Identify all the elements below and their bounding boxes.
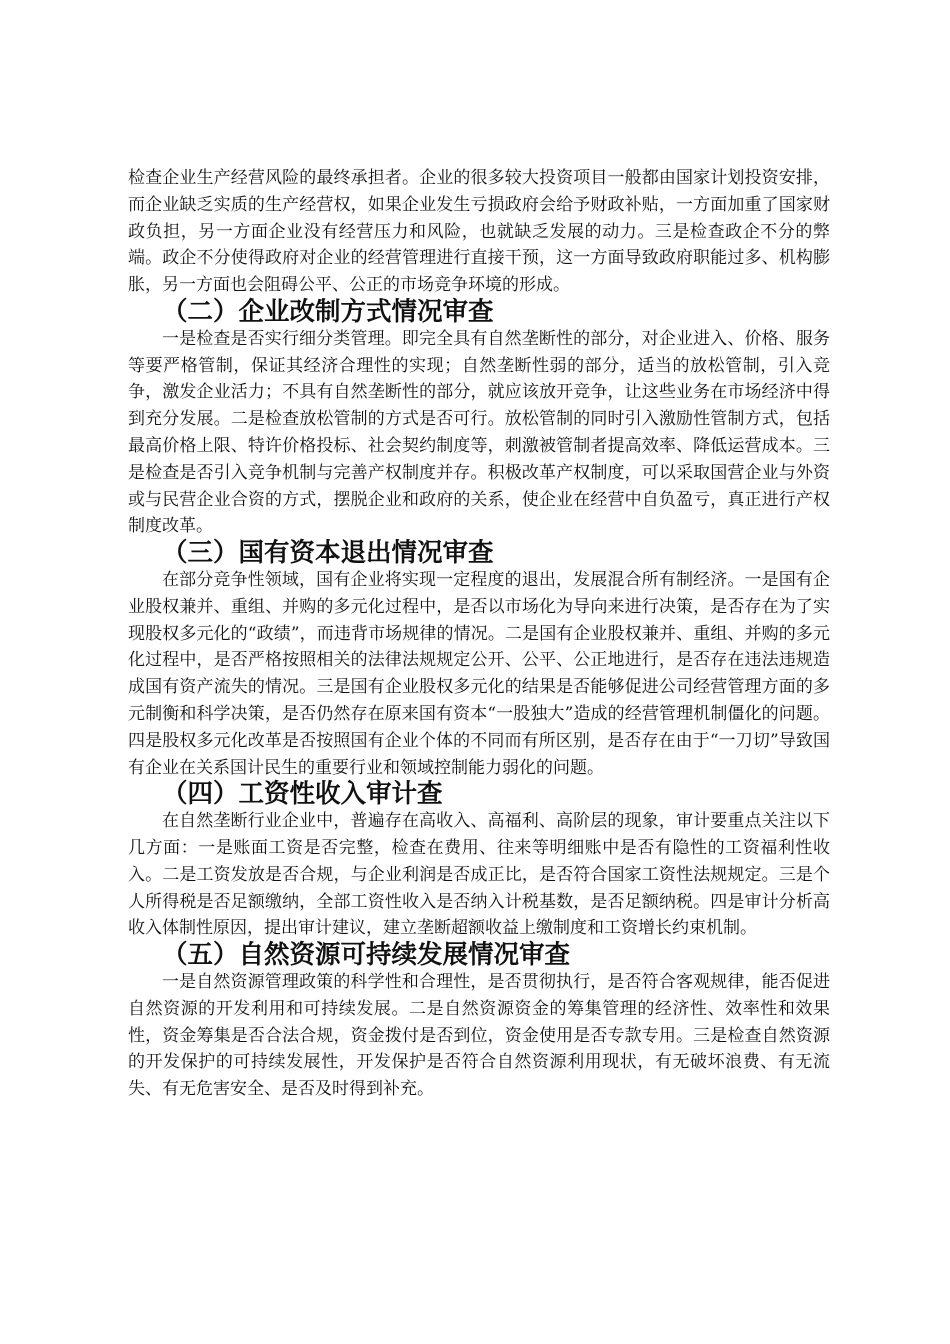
section-body-3: 在部分竞争性领域，国有企业将实现一定程度的退出，发展混合所有制经济。一是国有企业股权兼并、重组、并购的多元化过程中，是否以市场化为导向来进行决策，是否存在为了实现股权多元化的“政绩”，而违背市场规律的情况。二是国有企业股权兼并、重组、并购的多元化过程中，是否严格按照相关的法律法规规定公开、公平、公正地进行，是否存在违法违规造成国有资产流失的情况。三是国有企业股权多元化的结果是否能够促进公司经营管理方面的多元制衡和科学决策，是否仍然存在原来国有资本“一股独大”造成的经营管理机制僵化的问题。四是股权多元化改革是否按照国有企业个体的不同而有所区别，是否存在由于“一刀切”导致国有企业在关系国计民生的重要行业和领域控制能力弱化的问题。 (128, 569, 830, 778)
section-heading-2: （二）企业改制方式情况审查 (162, 296, 494, 327)
section-heading-4: （四）工资性收入审计查 (162, 779, 443, 810)
section-heading-5: （五）自然资源可持续发展情况审查 (162, 940, 571, 971)
intro-paragraph: 检查企业生产经营风险的最终承担者。企业的很多较大投资项目一般都由国家计划投资安排，而企业缺乏实质的生产经营权，如果企业发生亏损政府会给予财政补贴，一方面加重了国家财政负担，另一方面企业没有经营压力和风险，也就缺乏发展的动力。三是检查政企不分的弊端。政企不分使得政府对企业的经营管理进行直接干预，这一方面导致政府职能过多、机构膨胀，另一方面也会阻碍公平、公正的市场竞争环境的形成。 (128, 168, 830, 296)
section-body-2: 一是检查是否实行细分类管理。即完全具有自然垄断性的部分，对企业进入、价格、服务等要严格管制，保证其经济合理性的实现；自然垄断性弱的部分，适当的放松管制，引入竞争，激发企业活力；不具有自然垄断性的部分，就应该放开竞争，让这些业务在市场经济中得到充分发展。二是检查放松管制的方式是否可行。放松管制的同时引入激励性管制方式，包括最高价格上限、特许价格投标、社会契约制度等，刺激被管制者提高效率、降低运营成本。三是检查是否引入竞争机制与完善产权制度并存。积极改革产权制度，可以采取国营企业与外资或与民营企业合资的方式，摆脱企业和政府的关系，使企业在经营中自负盈亏，真正进行产权制度改革。 (128, 328, 830, 537)
document-page (128, 165, 830, 1103)
section-body-5: 一是自然资源管理政策的科学性和合理性，是否贯彻执行，是否符合客观规律，能否促进自然资源的开发利用和可持续发展。二是自然资源资金的筹集管理的经济性、效率性和效果性，资金筹集是否合法合规，资金拨付是否到位，资金使用是否专款专用。三是检查自然资源的开发保护的可持续发展性，开发保护是否符合自然资源利用现状，有无破坏浪费、有无流失、有无危害安全、是否及时得到补充。 (128, 971, 830, 1100)
section-heading-3: （三）国有资本退出情况审查 (162, 538, 494, 569)
section-body-4: 在自然垄断行业企业中，普遍存在高收入、高福利、高阶层的现象，审计要重点关注以下几方面：一是账面工资是否完整，检查在费用、往来等明细账中是否有隐性的工资福利性收入。二是工资发放是否合规，与企业利润是否成正比，是否符合国家工资性法规规定。三是个人所得税是否足额缴纳，全部工资性收入是否纳入计税基数，是否足额纳税。四是审计分析高收入体制性原因，提出审计建议，建立垄断超额收益上缴制度和工资增长约束机制。 (128, 811, 830, 939)
